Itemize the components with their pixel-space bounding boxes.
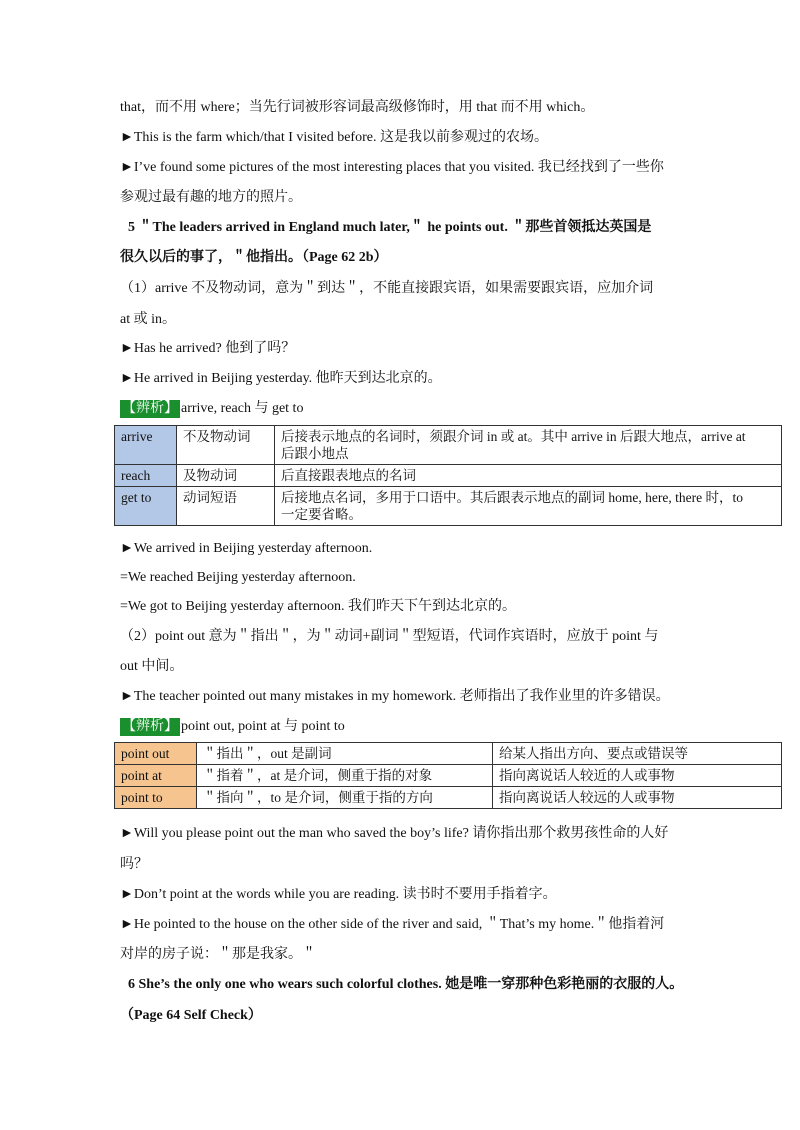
usage-cell: 给某人指出方向、要点或错误等 [493, 743, 782, 765]
text-line: （2）point out 意为＂指出＂，为＂动词+副词＂型短语，代词作宾语时，应放于 point 与 [120, 629, 659, 644]
meaning-cell: ＂指向＂，to 是介词，侧重于指的方向 [197, 787, 493, 809]
arrive-reach-getto-table [114, 425, 782, 526]
text-line: at 或 in。 [120, 312, 176, 327]
word-cell: point to [115, 787, 197, 809]
table-row [115, 787, 782, 809]
text-line: 对岸的房子说：＂那是我家。＂ [120, 947, 316, 962]
analysis-tag: 【辨析】 [122, 401, 178, 416]
example-sentence: ►Will you please point out the man who saved the boy’s life? 请你指出那个救男孩性命的人好 [120, 826, 669, 841]
word-cell: point out [115, 743, 197, 765]
example-sentence: =We got to Beijing yesterday afternoon. 我们昨天下午到达北京的。 [120, 599, 516, 614]
note-line: 一定要省略。 [281, 507, 362, 522]
note-cell: 后直接跟表地点的名词 [275, 465, 782, 487]
table-row [115, 426, 782, 465]
text-line: 参观过最有趣的地方的照片。 [120, 190, 302, 205]
note-line: 后跟小地点 [281, 446, 349, 461]
section-heading: 6 She’s the only one who wears such colorful clothes. 她是唯一穿那种色彩艳丽的衣服的人。 [128, 977, 684, 992]
comparison-title: point out, point at 与 point to [181, 719, 345, 734]
point-out-at-to-table [114, 742, 782, 809]
example-sentence: ►We arrived in Beijing yesterday afternoon. [120, 541, 373, 556]
example-sentence: ►The teacher pointed out many mistakes in my homework. 老师指出了我作业里的许多错误。 [120, 689, 670, 704]
example-sentence: ►This is the farm which/that I visited before. 这是我以前参观过的农场。 [120, 130, 548, 145]
type-cell: 不及物动词 [177, 426, 275, 465]
word-cell: point at [115, 765, 197, 787]
text-line: out 中间。 [120, 659, 184, 674]
section-heading: 很久以后的事了，＂他指出。（Page 62 2b） [120, 250, 388, 265]
example-sentence: ►I’ve found some pictures of the most interesting places that you visited. 我已经找到了一些你 [120, 160, 664, 175]
note-cell [275, 487, 782, 526]
meaning-cell: ＂指出＂，out 是副词 [197, 743, 493, 765]
table-row [115, 487, 782, 526]
text-line: （1）arrive 不及物动词，意为＂到达＂，不能直接跟宾语，如果需要跟宾语，应加介词 [120, 281, 654, 296]
table-row [115, 743, 782, 765]
example-sentence: ►Has he arrived? 他到了吗？ [120, 341, 296, 356]
word-cell: arrive [115, 426, 177, 465]
table-row [115, 765, 782, 787]
comparison-title: arrive, reach 与 get to [181, 401, 304, 416]
analysis-tag: 【辨析】 [122, 719, 178, 734]
usage-cell: 指向离说话人较近的人或事物 [493, 765, 782, 787]
usage-cell: 指向离说话人较远的人或事物 [493, 787, 782, 809]
comparison-heading [120, 718, 345, 736]
section-heading: （Page 64 Self Check） [120, 1008, 262, 1023]
example-sentence: =We reached Beijing yesterday afternoon. [120, 570, 356, 585]
comparison-heading [120, 400, 303, 418]
text-line: that，而不用 where；当先行词被形容词最高级修饰时，用 that 而不用 which。 [120, 100, 595, 115]
type-cell: 动词短语 [177, 487, 275, 526]
example-sentence: ►Don’t point at the words while you are reading. 读书时不要用手指着字。 [120, 887, 557, 902]
example-sentence: ►He pointed to the house on the other side of the river and said, ＂That’s my home.＂他指着河 [120, 917, 665, 932]
text-line: 吗？ [120, 857, 148, 872]
word-cell: reach [115, 465, 177, 487]
example-sentence: ►He arrived in Beijing yesterday. 他昨天到达北京的。 [120, 371, 442, 386]
meaning-cell: ＂指着＂，at 是介词，侧重于指的对象 [197, 765, 493, 787]
table-row [115, 465, 782, 487]
word-cell: get to [115, 487, 177, 526]
note-line: 后接表示地点的名词时，须跟介词 in 或 at。其中 arrive in 后跟大地点，arrive at [281, 429, 746, 444]
note-line: 后接地点名词，多用于口语中。其后跟表示地点的副词 home, here, there 时，to [281, 490, 743, 505]
type-cell: 及物动词 [177, 465, 275, 487]
note-cell [275, 426, 782, 465]
section-heading: 5 ＂The leaders arrived in England much later,＂ he points out. ＂那些首领抵达英国是 [128, 220, 652, 235]
